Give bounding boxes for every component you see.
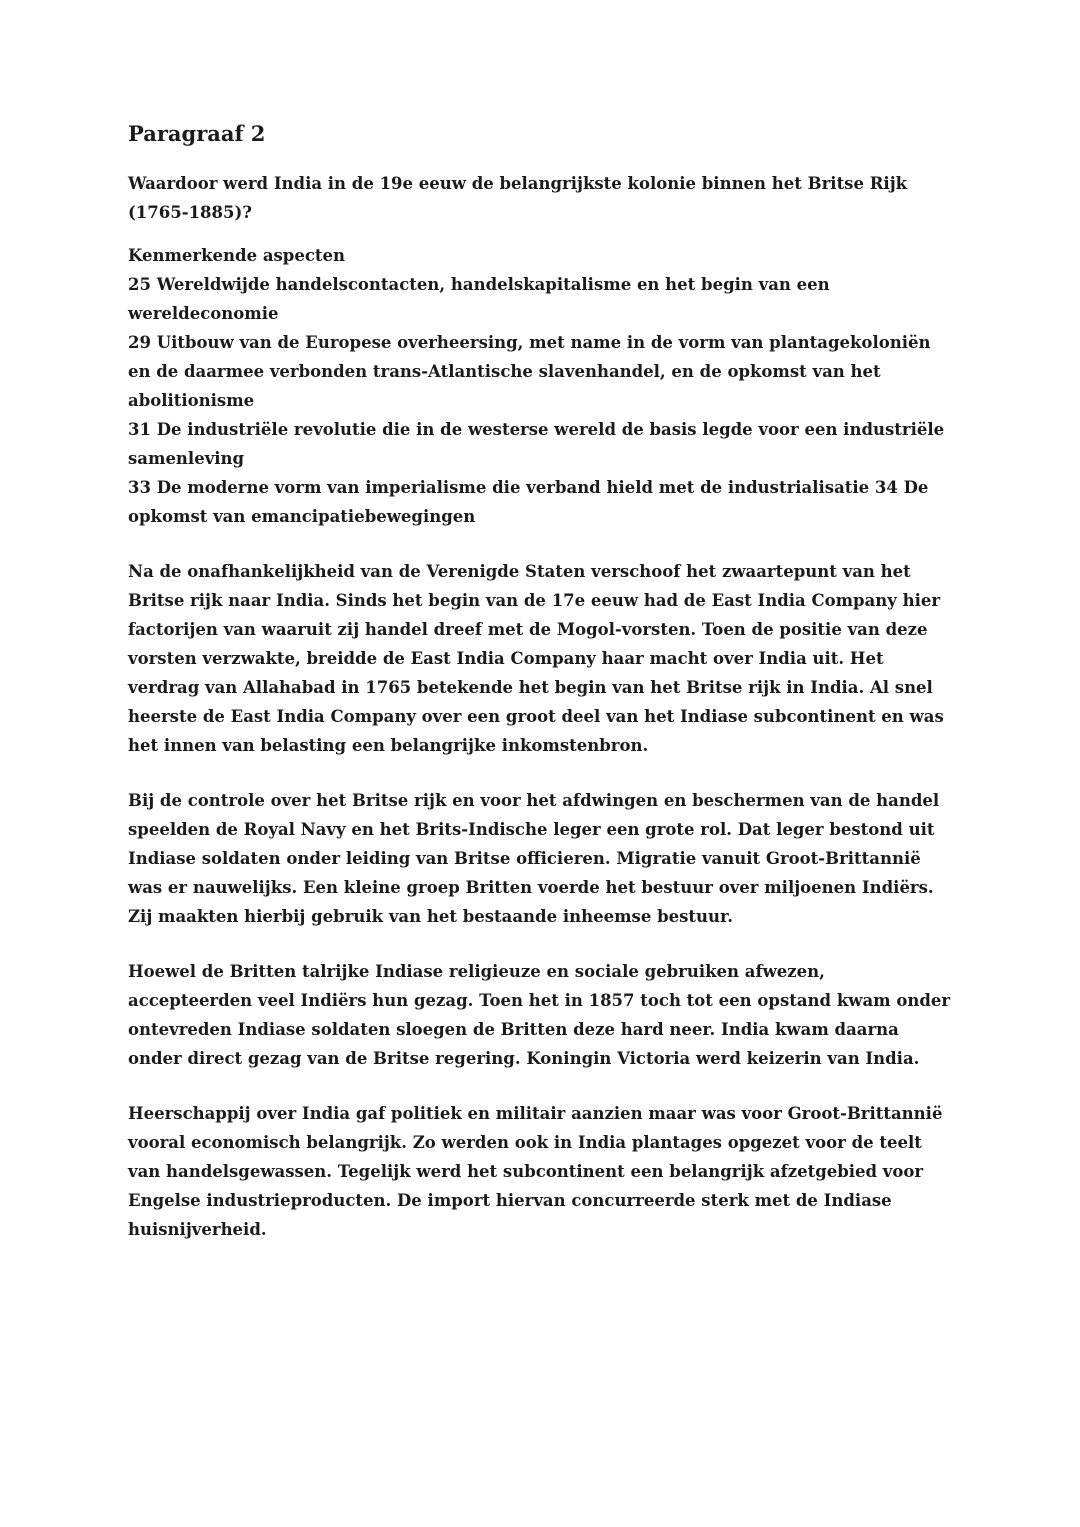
body-paragraph-1: Na de onafhankelijkheid van de Verenigde Staten verschoof het zwaartepunt van het Britse rijk naar India. Sinds het begin van de 17e eeuw had de East India Company hier factorijen van waaruit zij handel dreef met de Mogol-vorsten. Toen de positie van deze vorsten verzwakte, breidde de East India Company haar macht over India uit. Het verdrag van Allahabad in 1765 betekende het begin van het Britse rijk in India. Al snel heerste de East India Company over een groot deel van het Indiase subcontinent en was het innen van belasting een belangrijke inkomstenbron. xyxy=(128,562,944,756)
body-paragraph-3: Hoewel de Britten talrijke Indiase religieuze en sociale gebruiken afwezen, accepteerden veel Indiërs hun gezag. Toen het in 1857 toch tot een opstand kwam onder ontevreden Indiase soldaten sloegen de Britten deze hard neer. India kwam daarna onder direct gezag van de Britse regering. Koningin Victoria werd keizerin van India. xyxy=(128,962,951,1069)
section-heading: Paragraaf 2 xyxy=(128,121,266,146)
key-aspect-item-31: 31 De industriële revolutie die in de westerse wereld de basis legde voor een industriële samenleving xyxy=(128,420,945,469)
key-aspect-item-29: 29 Uitbouw van de Europese overheersing, met name in de vorm van plantagekoloniën en de daarmee verbonden trans-Atlantische slavenhandel, en de opkomst van het abolitionisme xyxy=(128,333,931,411)
key-aspect-item-33-34: 33 De moderne vorm van imperialisme die verband hield met de industrialisatie 34 De opkomst van emancipatiebewegingen xyxy=(128,478,929,527)
key-aspects-heading: Kenmerkende aspecten xyxy=(128,246,346,266)
lead-question: Waardoor werd India in de 19e eeuw de belangrijkste kolonie binnen het Britse Rijk (1765-1885)? xyxy=(128,174,908,223)
key-aspect-item-25: 25 Wereldwijde handelscontacten, handelskapitalisme en het begin van een wereldeconomie xyxy=(128,275,830,324)
body-paragraph-2: Bij de controle over het Britse rijk en voor het afdwingen en beschermen van de handel speelden de Royal Navy en het Brits-Indische leger een grote rol. Dat leger bestond uit Indiase soldaten onder leiding van Britse officieren. Migratie vanuit Groot-Brittannië was er nauwelijks. Een kleine groep Britten voerde het bestuur over miljoenen Indiërs. Zij maakten hierbij gebruik van het bestaande inheemse bestuur. xyxy=(128,791,940,927)
key-aspects-block xyxy=(128,241,952,531)
body-paragraph-4: Heerschappij over India gaf politiek en militair aanzien maar was voor Groot-Brittannië vooral economisch belangrijk. Zo werden ook in India plantages opgezet voor de teelt van handelsgewassen. Tegelijk werd het subcontinent een belangrijk afzetgebied voor Engelse industrieproducten. De import hiervan concurreerde sterk met de Indiase huisnijverheid. xyxy=(128,1104,943,1240)
